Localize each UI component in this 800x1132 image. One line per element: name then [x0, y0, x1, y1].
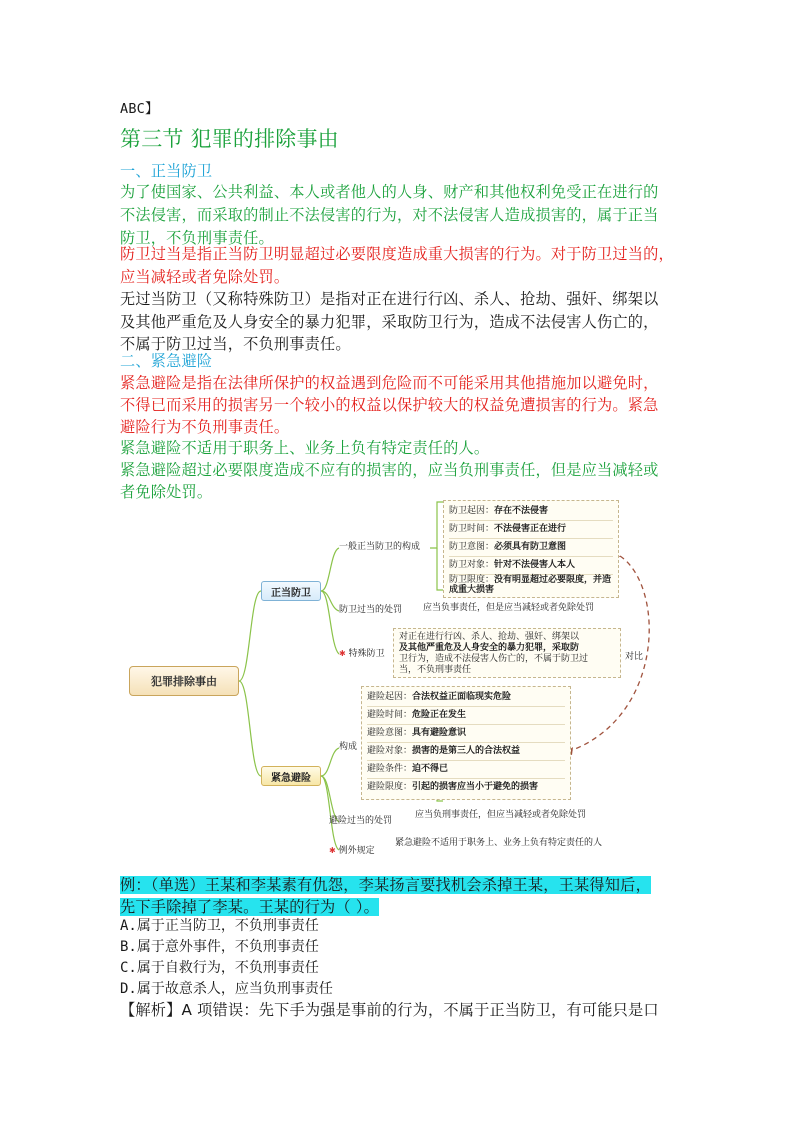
contrast-label: 对比 [625, 652, 644, 662]
paragraph-line: 无过当防卫（又称特殊防卫）是指对正在进行行凶、杀人、抢劫、强奸、绑架以 [120, 290, 659, 308]
paragraph-line: 紧急避险超过必要限度造成不应有的损害的，应当负刑事责任，但是应当减轻或 [120, 461, 659, 479]
heading-self-defense: 一、正当防卫 [120, 162, 213, 180]
excessive-defense-text: 应当负事责任，但是应当减轻或者免除处罚 [423, 603, 595, 613]
paragraph-line: 防卫，不负刑事责任。 [120, 229, 274, 247]
node-label: 紧急避险 [271, 772, 311, 784]
node-special-defense [339, 648, 385, 660]
question-line: 先下手除掉了李某。王某的行为（ ）。 [120, 898, 380, 916]
special-defense-box: 对正在进行行凶、杀人、抢劫、强奸、绑架以 及其他严重危及人身安全的暴力犯罪，采取防 卫行为，造成不法侵害人伤亡的，不属于防卫过 当，不负刑事责任 [393, 628, 621, 678]
leaf-row: 避险时间：危险正在发生 [367, 707, 565, 725]
node-general-defense: 一般正当防卫的构成 [339, 542, 421, 552]
node-label: 例外规定 [338, 846, 375, 856]
paragraph-line: 防卫过当是指正当防卫明显超过必要限度造成重大损害的行为。对于防卫过当的， [120, 245, 674, 263]
defense-elements-box [443, 500, 619, 598]
leaf-row: 防卫限度：没有明显超过必要限度，并造成重大损害 [449, 575, 612, 595]
paragraph-line: 紧急避险是指在法律所保护的权益遇到危险而不可能采用其他措施加以避免时， [120, 374, 659, 392]
leaf-row: 避险意图：具有避险意识 [367, 725, 565, 743]
node-excessive-avoidance: 避险过当的处罚 [329, 816, 393, 826]
leaf-row: 避险对象：损害的是第三人的合法权益 [367, 743, 565, 761]
mind-map [125, 496, 670, 866]
node-exception [329, 845, 375, 857]
option-d: D.属于故意杀人，应当负刑事责任 [120, 981, 333, 997]
leaf-row: 避险限度：引起的损害应当小于避免的损害 [367, 782, 539, 792]
exception-text: 紧急避险不适用于职务上、业务上负有特定责任的人 [395, 838, 603, 848]
heading-emergency-avoidance: 二、紧急避险 [120, 352, 213, 370]
node-excessive-defense: 防卫过当的处罚 [339, 605, 403, 615]
paragraph-line: 为了使国家、公共利益、本人或者他人的人身、财产和其他权利免受正在进行的 [120, 183, 659, 201]
option-b: B.属于意外事件，不负刑事责任 [120, 939, 319, 955]
section-title: 第三节 犯罪的排除事由 [120, 127, 339, 151]
leaf-row: 防卫意图：必须具有防卫意图 [449, 539, 613, 557]
node-emergency-avoidance [261, 766, 321, 786]
paragraph-line: 紧急避险不适用于职务上、业务上负有特定责任的人。 [120, 439, 490, 457]
node-label: 特殊防卫 [348, 649, 385, 659]
node-label: 正当防卫 [271, 587, 311, 599]
paragraph-line: 不属于防卫过当，不负刑事责任。 [120, 335, 351, 353]
question-line: 例：（单选）王某和李某素有仇怨，李某扬言要找机会杀掉王某，王某得知后， [120, 876, 651, 894]
avoidance-elements-box [361, 686, 571, 800]
option-c: C.属于自救行为，不负刑事责任 [120, 960, 319, 976]
paragraph-line: 应当减轻或者免除处罚。 [120, 268, 290, 286]
node-self-defense [261, 581, 321, 601]
paragraph-line: 不得已而采用的损害另一个较小的权益以保护较大的权益免遭损害的行为。紧急 [120, 396, 659, 414]
leaf-row: 避险条件：迫不得已 [367, 761, 565, 779]
paragraph-line: 不法侵害，而采取的制止不法侵害的行为，对不法侵害人造成损害的，属于正当 [120, 206, 659, 224]
analysis-line: 【解析】A 项错误：先下手为强是事前的行为，不属于正当防卫，有可能只是口 [120, 1001, 659, 1019]
node-composition: 构成 [339, 742, 358, 752]
leaf-row: 避险起因：合法权益正面临现实危险 [367, 689, 565, 707]
mind-map-root: 犯罪排除事由 [129, 666, 239, 696]
star-icon: ✱ [339, 649, 346, 658]
excessive-avoidance-text: 应当负刑事责任，但应当减轻或者免除处罚 [415, 810, 587, 820]
option-a: A.属于正当防卫，不负刑事责任 [120, 918, 319, 934]
leaf-row: 防卫时间：不法侵害正在进行 [449, 521, 613, 539]
leaf-row: 防卫对象：针对不法侵害人本人 [449, 557, 613, 575]
leaf-row: 防卫起因：存在不法侵害 [449, 503, 613, 521]
paragraph-line: 避险行为不负刑事责任。 [120, 418, 290, 436]
star-icon: ✱ [329, 846, 336, 855]
header-fragment: ABC】 [120, 101, 159, 117]
paragraph-line: 及其他严重危及人身安全的暴力犯罪，采取防卫行为，造成不法侵害人伤亡的， [120, 313, 659, 331]
paragraph-line: 者免除处罚。 [120, 483, 213, 501]
